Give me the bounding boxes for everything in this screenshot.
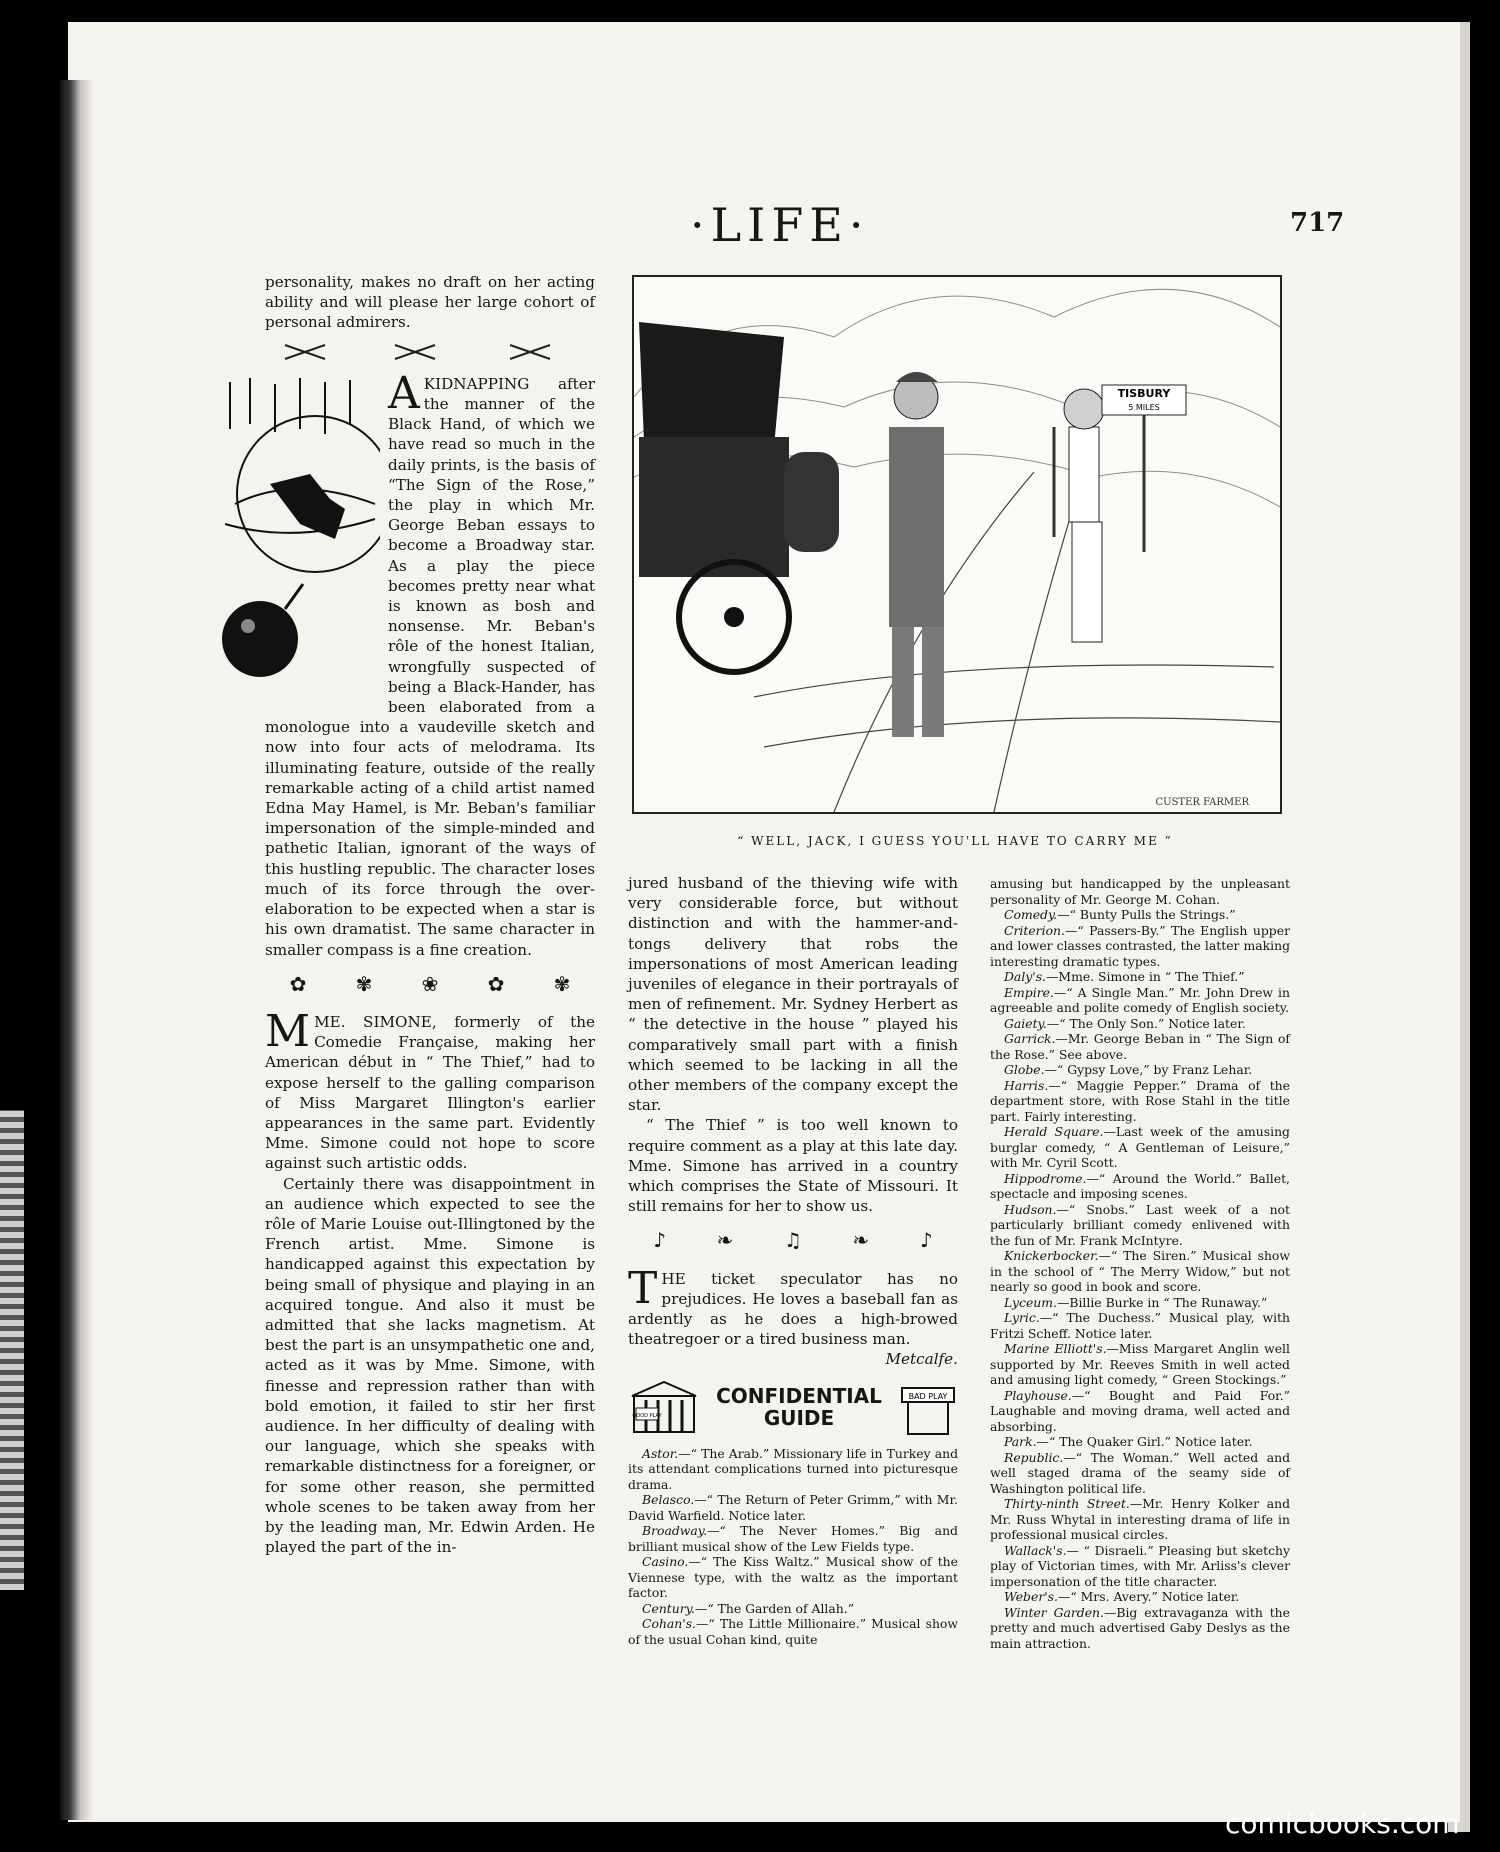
guide-entry: Herald Square.—Last week of the amusing burglar comedy, “ A Gentleman of Leisure,” with Mr. Cyril Scott. <box>990 1124 1290 1170</box>
simone-review-end: jured husband of the thieving wife with very considerable force, but without distinction and with the hammer-and-tongs delivery that robs the impersonations of most American leading juveniles of elegance in their portrayals of men of refinement. Mr. Sydney Herbert as “ the detective in the house ” played his comparatively small part with a finish which seemed to be lacking in all the other members of the company except the star. <box>628 874 958 1115</box>
guide-entry: Thirty-ninth Street.—Mr. Henry Kolker and Mr. Russ Whytal in interesting drama of life in professional musical circles. <box>990 1496 1290 1542</box>
road-sign-text: TISBURY <box>1117 387 1171 400</box>
guide-entry: Hippodrome.—“ Around the World.” Ballet, spectacle and imposing scenes. <box>990 1170 1290 1201</box>
guide-entry: Marine Elliott's.—Miss Margaret Anglin well supported by Mr. Reeves Smith in well acted and amusing light comedy, “ Green Stockings.” <box>990 1341 1290 1387</box>
guide-entry: Daly's.—Mme. Simone in “ The Thief.” <box>1004 969 1245 984</box>
guide-entry: Wallack's.— “ Disraeli.” Pleasing but sketchy play of Victorian times, with Mr. Arliss's clever impersonation of the title character. <box>990 1542 1290 1589</box>
guide-entry: Globe.—“ Gypsy Love,” by Franz Lehar. <box>1004 1062 1253 1077</box>
ticket-speculator-note: HE ticket speculator has no prejudices. He loves a baseball fan as ardently as he does a high-browed theatregoer or a tired business man. <box>628 1269 958 1349</box>
column-3 <box>990 876 1290 1651</box>
artist-signature: CUSTER FARMER <box>1155 797 1249 808</box>
neighbor-page-edge <box>0 1110 24 1590</box>
guide-entry: Cohan's.—“ The Little Millionaire.” Musical show of the usual Cohan kind, quite <box>628 1616 958 1647</box>
magazine-title: ·LIFE· <box>690 198 870 252</box>
column-2 <box>628 873 958 1647</box>
ornament-row-1 <box>265 971 595 996</box>
good-play-sign: GOOD PLAY <box>632 1412 662 1419</box>
guide-entry: Garrick.—Mr. George Beban in “ The Sign of the Rose.” See above. <box>990 1031 1290 1062</box>
guide-entry: Republic.—“ The Woman.” Well acted and well staged drama of the seamy side of Washington political life. <box>990 1449 1290 1496</box>
guide-entry: Lyceum.—Billie Burke in “ The Runaway.” <box>1004 1294 1268 1310</box>
simone-review: ME. SIMONE, formerly of the Comedie Française, making her American début in “ The Thief,” had to expose herself to the galling comparison of Miss Margaret Illington's earlier appearances in the same part. Evidently Mme. Simone could not hope to score against such artistic odds. <box>265 1012 595 1173</box>
guide-entry: Knickerbocker.—“ The Siren.” Musical show in the school of “ The Merry Widow,” but not nearly so good in book and score. <box>990 1248 1290 1294</box>
ornament-icon: ♪ <box>919 1228 933 1253</box>
guide-entry: Hudson.—“ Snobs.” Last week of a not particularly brilliant comedy enlivened with the fun of Mr. Frank McIntyre. <box>990 1201 1290 1248</box>
guide-entry: Park.—“ The Quaker Girl.” Notice later. <box>1004 1434 1253 1449</box>
black-hand-illustration <box>215 374 380 714</box>
crossed-swords-ornament <box>265 339 595 365</box>
guide-entry: Playhouse.—“ Bought and Paid For.” Laughable and moving drama, well acted and absorbing. <box>990 1387 1290 1434</box>
ornament-icon: ❧ <box>852 1228 870 1253</box>
bad-play-sign: BAD PLAY <box>908 1391 948 1401</box>
guide-entry: Astor.—“ The Arab.” Missionary life in Turkey and its attendant complications turned into picturesque drama. <box>628 1445 958 1492</box>
intro-paragraph: personality, makes no draft on her acting ability and will please her large cohort of personal admirers. <box>265 273 595 332</box>
drop-cap-t: T <box>628 1262 658 1314</box>
cartoon-illustration <box>632 275 1282 814</box>
ornament-icon: ✿ <box>487 971 505 996</box>
column-1 <box>265 272 595 1557</box>
drop-cap-a: A <box>388 367 420 419</box>
drop-cap-m: M <box>265 1005 311 1057</box>
ornament-icon: ♪ <box>653 1228 667 1253</box>
guide-entry: Belasco.—“ The Return of Peter Grimm,” with Mr. David Warfield. Notice later. <box>628 1492 958 1523</box>
ornament-row-2 <box>628 1228 958 1253</box>
theatre-building-icon <box>628 1378 700 1436</box>
page-number: 717 <box>1290 208 1345 238</box>
guide-entry: Casino.—“ The Kiss Waltz.” Musical show of the Viennese type, with the waltz as the important factor. <box>628 1554 958 1601</box>
confidential-guide-logo <box>628 1378 958 1436</box>
guide-lead: amusing but handicapped by the unpleasant personality of Mr. George M. Cohan. <box>990 876 1290 907</box>
guide-entry: Harris.—“ Maggie Pepper.” Drama of the department store, with Rose Stahl in the title part. Fairly interesting. <box>990 1077 1290 1124</box>
book-spine <box>60 80 94 1820</box>
guide-entry: Century.—“ The Garden of Allah.” <box>642 1600 855 1616</box>
ornament-icon: ❀ <box>421 971 439 996</box>
guide-entry: Gaiety.—“ The Only Son.” Notice later. <box>1004 1015 1246 1031</box>
site-watermark: comicbooks.com <box>1225 1807 1460 1840</box>
guide-entry: Criterion.—“ Passers-By.” The English upper and lower classes contrasted, the latter making interesting dramatic types. <box>990 922 1290 969</box>
ornament-icon: ✾ <box>355 971 373 996</box>
guide-entry: Winter Garden.—Big extravaganza with the pretty and much advertised Gaby Deslys as the main attraction. <box>990 1604 1290 1651</box>
ornament-icon: ✿ <box>289 971 307 996</box>
ornament-icon: ♫ <box>784 1228 802 1253</box>
illustration-caption: “ WELL, JACK, I GUESS YOU'LL HAVE TO CARRY ME ” <box>737 834 1173 848</box>
guide-entry: Empire.—“ A Single Man.” Mr. John Drew in agreeable and polite comedy of English society. <box>990 984 1290 1015</box>
guide-listing-part-1 <box>628 1446 958 1648</box>
guide-subtitle: GUIDE <box>763 1405 835 1430</box>
road-sign-distance: 5 MILES <box>1128 403 1160 412</box>
simone-review-continued: Certainly there was disappointment in an audience which expected to see the rôle of Marie Louise out-Illingtoned by the French artist. Mme. Simone is handicapped against this expectation by being small of physique and playing in an acquired tongue. And also it must be admitted that she lacks magnetism. At best the part is an unsympathetic one and, acted as it was by Mme. Simone, with finesse and repression rather than with bold emotion, it failed to stir her first audience. In her difficulty of dealing with our language, which she speaks with remarkable distinctness for a foreigner, or for some other reason, she permitted whole scenes to be taken away from her by the leading man, Mr. Edwin Arden. He played the part of the in- <box>265 1174 595 1557</box>
guide-entry: Comedy.—“ Bunty Pulls the Strings.” <box>1004 907 1236 922</box>
ornament-icon: ✾ <box>553 971 571 996</box>
ornament-icon: ❧ <box>716 1228 734 1253</box>
guide-entry: Weber's.—“ Mrs. Avery.” Notice later. <box>1004 1589 1240 1604</box>
guide-entry: Broadway.—“ The Never Homes.” Big and brilliant musical show of the Lew Fields type. <box>628 1523 958 1554</box>
bad-play-sign-icon <box>898 1378 958 1436</box>
guide-entry: Lyric.—“ The Duchess.” Musical play, with Fritzi Scheff. Notice later. <box>990 1310 1290 1341</box>
thief-comment: “ The Thief ” is too well known to require comment as a play at this late day. Mme. Simone has arrived in a country which comprises the State of Missouri. It still remains for her to show us. <box>628 1116 958 1216</box>
kidnapping-review: KIDNAPPING after the manner of the Black Hand, of which we have read so much in the daily prints, is the basis of “The Sign of the Rose,” the play in which Mr. George Beban essays to become a Broadway star. As a play the piece becomes pretty near what is known as bosh and nonsense. Mr. Beban's rôle of the honest Italian, wrongfully suspected of being a Black-Hander, has been elaborated from a monologue into a vaudeville sketch and now into four acts of melodrama. Its illuminating feature, outside of the really remarkable acting of a child artist named Edna May Hamel, is Mr. Beban's familiar impersonation of the simple-minded and pathetic Italian, ignorant of the ways of this hustling republic. The character loses much of its force through the over-elaboration to be expected when a star is his own dramatist. The same character in smaller compass is a fine creation. <box>265 374 595 959</box>
motorcar-scene <box>634 277 1280 812</box>
author-signature: Metcalfe. <box>885 1350 958 1369</box>
guide-title: CONFIDENTIAL <box>716 1383 882 1408</box>
